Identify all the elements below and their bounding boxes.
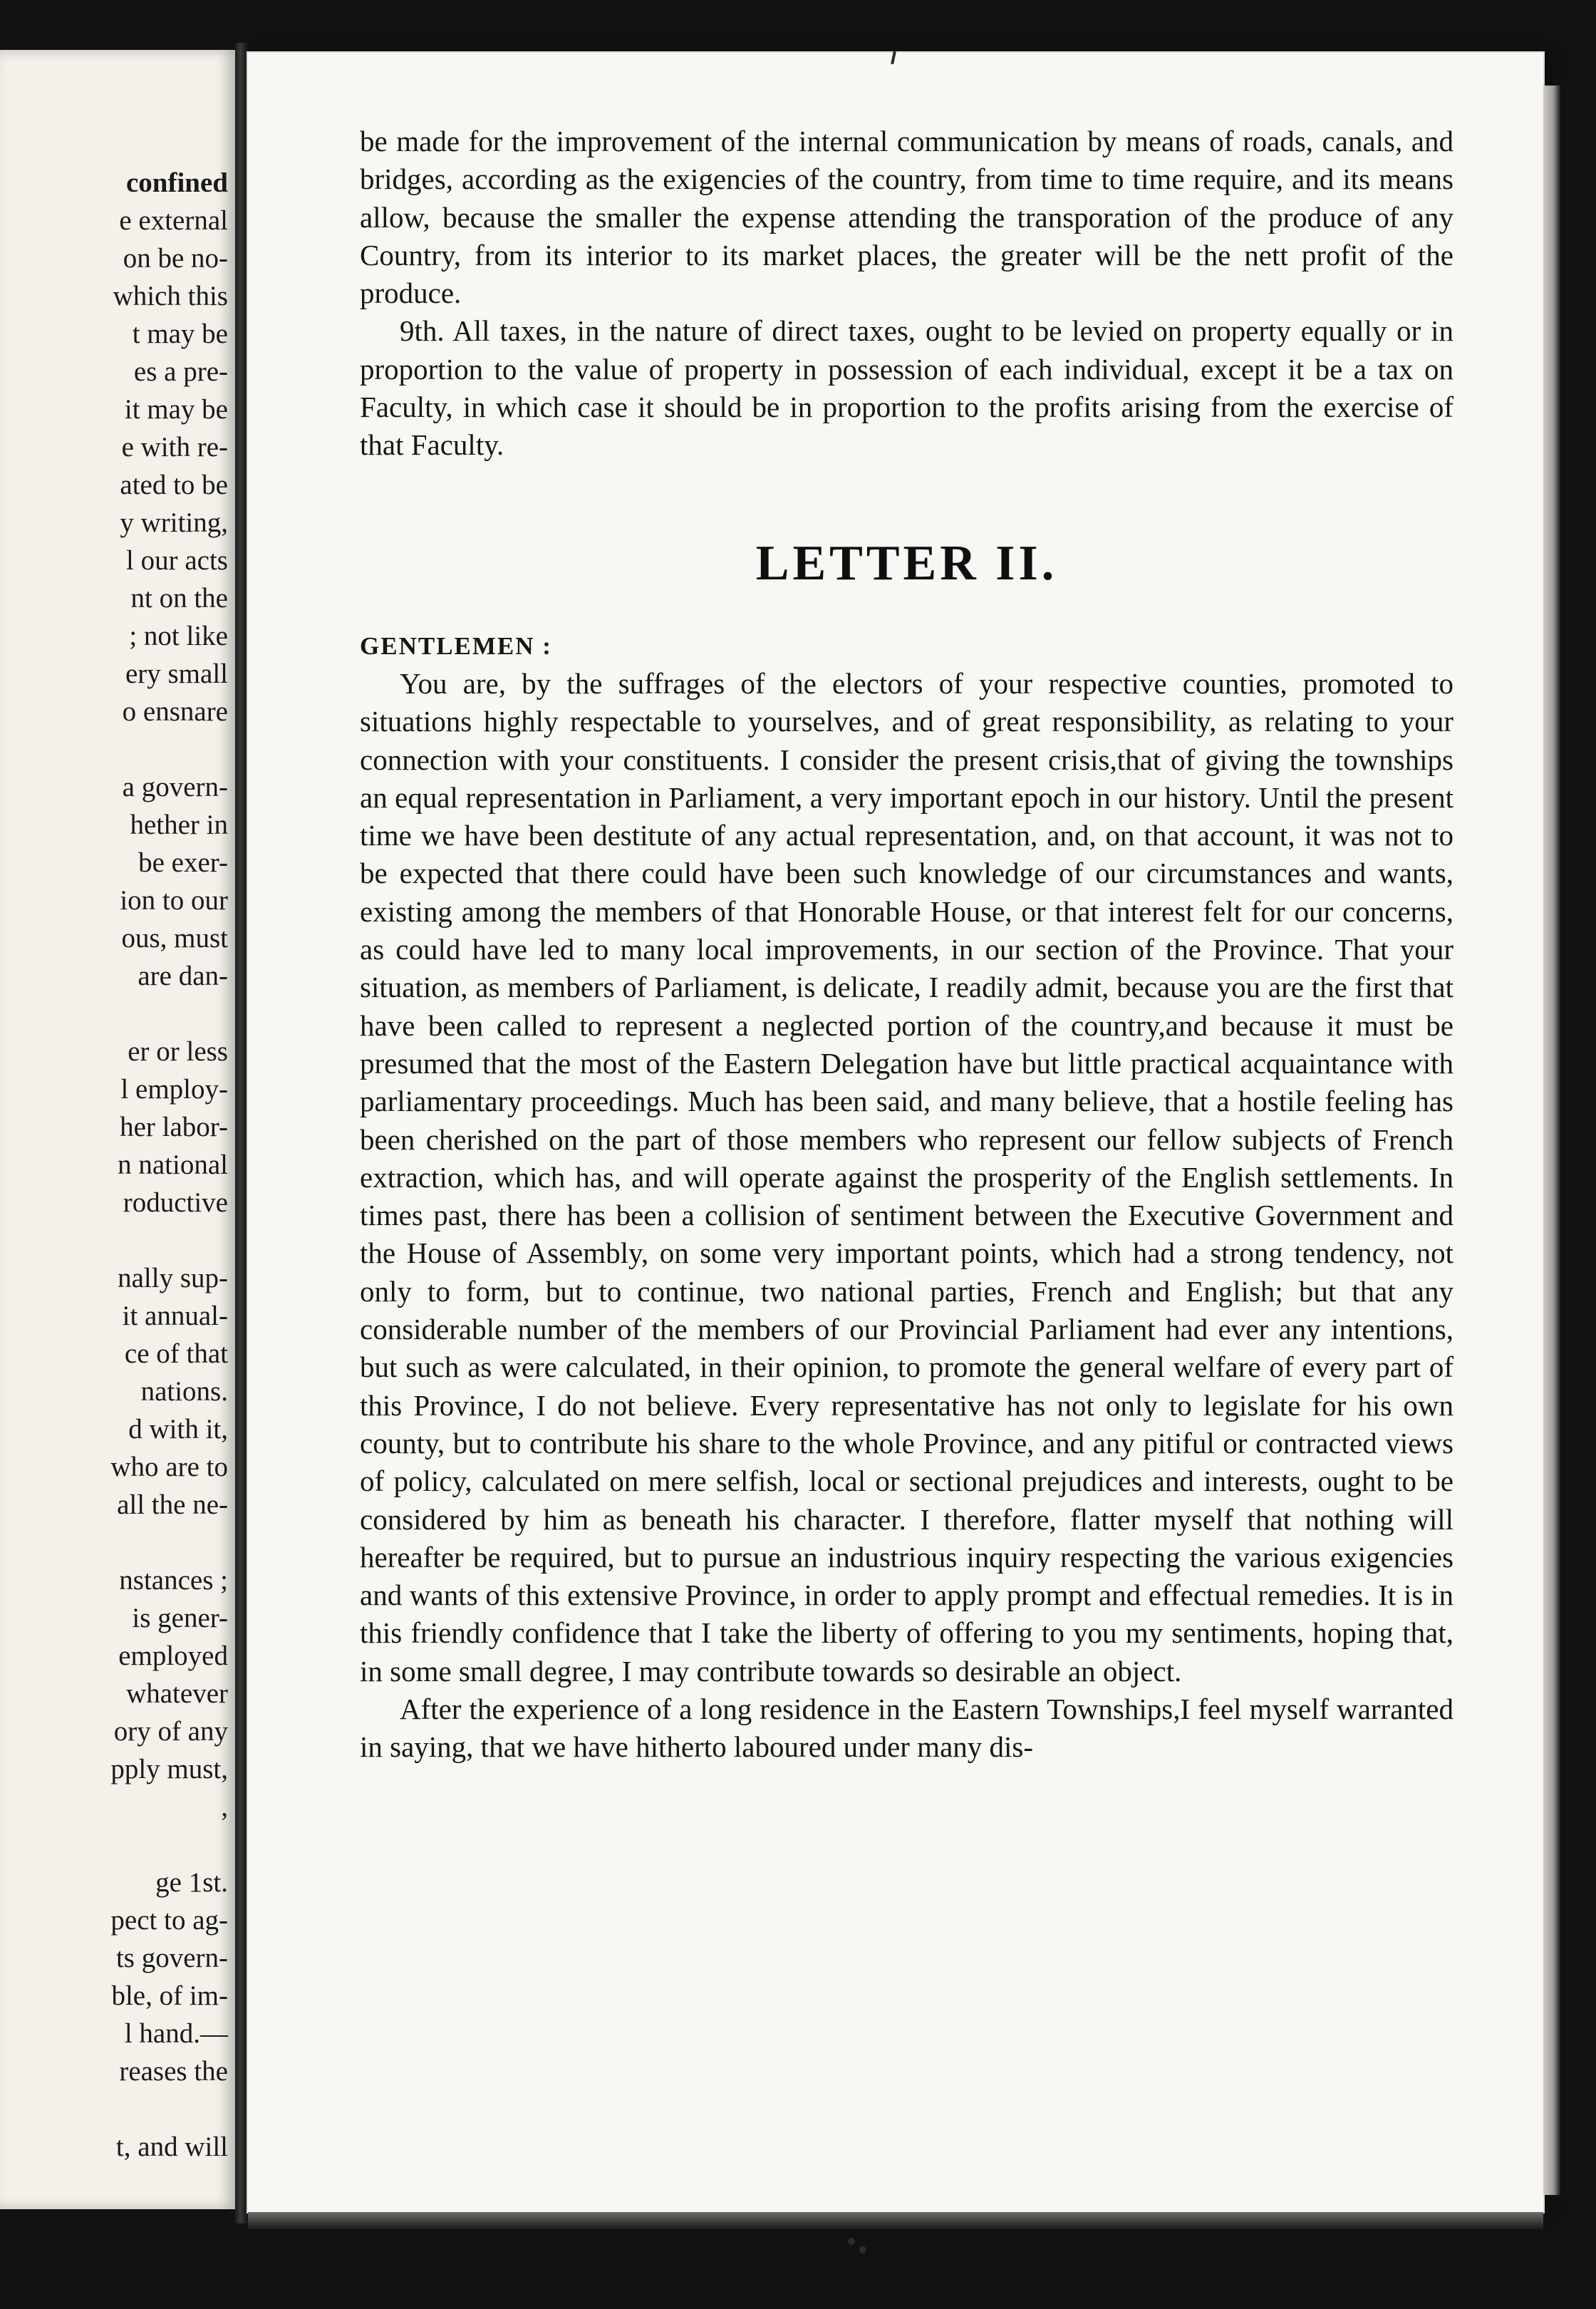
letter-paragraph-1: You are, by the suffrages of the electors of your respective counties, promoted to situations highly respectable to yourselves, and of great responsibility, as relating to your connection with your constituents. I consider the present crisis,that of giving the townships an equal representation in Parliament, a very important epoch in our history. Until the present time we have been destitute of any actual representation, and, on that account, it was not to be expected that there could have been such knowledge of our circumstances and wants, existing among the members of that Honorable House, or that interest felt for our concerns, as could have led to many local improvements, in our section of the Province. That your situation, as members of Parliament, is delicate, I readily admit, because you are the first that have been called to represent a neglected portion of the country,and because it must be presumed that the most of the Eastern Delegation have but little practical acquaintance with parliamentary proceedings. Much has been said, and many believe, that a hostile feeling has been cherished on the part of those members who represent our fellow subjects of French extraction, which has, and will operate against the prosperity of the English settlements. In times past, there has been a collision of sentiment between the Executive Government and the House of Assembly, on some very important points, which had a strong tendency, not only to form, but to continue, two national parties, French and English; but that any considerable number of the members of our Provincial Parliament had ever any intentions, but such as were calculated, in their opinion, to promote the general welfare of every part of this Province, I do not believe. Every representative has not only to legislate for his own county, but to contribute his share to the whole Province, and any pitiful or contracted views of policy, calculated on mere selfish, local or sectional prejudices and interests, ought to be considered by him as beneath his character. I therefore, flatter myself that nothing will hereafter be required, but to pursue an industrious inquiry respecting the various exigencies and wants of this extensive Province, in order to apply prompt and effectual remedies. It is in this friendly confidence that I take the liberty of offering to you my sentiments, hoping that, in some small degree, I may contribute towards so desirable an object.: [360, 666, 1454, 1688]
right-page-text: [360, 123, 1454, 1767]
page-edge: [1543, 86, 1560, 2195]
letter-heading: LETTER II.: [755, 535, 1058, 591]
left-page-line: it annual-: [122, 1301, 228, 1331]
left-page-line: ,: [221, 1792, 228, 1822]
ink-speck: [859, 2246, 866, 2253]
left-page-line: [110, 1221, 228, 1259]
left-page-line: all the ne-: [117, 1489, 228, 1520]
left-page-line: e external: [119, 205, 228, 236]
left-page-line: on be no-: [123, 243, 228, 274]
book-gutter: [235, 43, 248, 2223]
left-page-line: a govern-: [122, 772, 228, 802]
left-page-line: it may be: [124, 394, 228, 425]
ink-speck: [848, 2238, 855, 2245]
left-page-line: [110, 1826, 228, 1864]
left-page-line: employed: [118, 1641, 228, 1671]
left-page-line: ble, of im-: [111, 1980, 228, 2011]
left-page-line: ery small: [125, 658, 228, 689]
left-page-line: ion to our: [120, 885, 228, 916]
left-page-line: is gener-: [132, 1603, 228, 1633]
left-page-line: y writing,: [120, 507, 228, 538]
paragraph-8th-continued: be made for the improvement of the internal communication by means of roads, canals, and bridges, according as the exigencies of the country, from time to time require, and its means allow, because the smaller the expense attending the transporation of the produce of any Country, from its interior to its market places, the greater will be the nett profit of the produce.: [360, 125, 1454, 310]
left-page-line: be exer-: [138, 847, 228, 878]
left-page-line: [110, 730, 228, 768]
left-page-line: confined: [125, 167, 228, 198]
left-page-line: [110, 2090, 228, 2128]
left-page-line: roductive: [123, 1187, 228, 1218]
left-page-line: l hand.—: [124, 2018, 228, 2049]
letter-paragraph-2: After the experience of a long residence in the Eastern Townships,I feel myself warranted in saying, that we have hitherto laboured under many dis-: [360, 1692, 1454, 1764]
left-page-line: ts govern-: [115, 1943, 228, 1973]
page-bottom-shadow: [248, 2212, 1543, 2229]
left-page-line: e with re-: [121, 432, 228, 463]
left-page-line: nally sup-: [118, 1263, 228, 1293]
left-page-line: ated to be: [120, 470, 228, 500]
left-page-text-column: [110, 164, 228, 2166]
left-page-line: nstances ;: [119, 1565, 228, 1596]
left-page-line: l our acts: [126, 545, 228, 576]
left-page-line: nations.: [140, 1376, 228, 1407]
left-page-line: who are to: [110, 1452, 228, 1482]
left-page-line: whatever: [126, 1678, 228, 1709]
left-page-line: [110, 1524, 228, 1561]
left-page-line: are dan-: [138, 961, 228, 991]
left-page-line: o ensnare: [122, 696, 228, 727]
left-page-line: her labor-: [120, 1112, 228, 1142]
left-page-line: ce of that: [124, 1338, 228, 1369]
left-page-line: reases the: [119, 2056, 228, 2087]
paragraph-9th: 9th. All taxes, in the nature of direct taxes, ought to be levied on property equally or in proportion to the value of property in possession of each individual, except it be a tax on Faculty, in which case it should be in proportion to the profits arising from the exercise of that Faculty.: [360, 314, 1454, 462]
left-page-line: l employ-: [120, 1074, 228, 1105]
left-page-line: nt on the: [130, 583, 228, 614]
salutation: GENTLEMEN :: [360, 631, 552, 660]
left-page-line: er or less: [128, 1036, 228, 1067]
left-page-line: hether in: [130, 810, 228, 840]
left-page-line: pect to ag-: [110, 1905, 228, 1936]
left-page-line: es a pre-: [133, 356, 228, 387]
left-page-line: pply must,: [110, 1754, 228, 1784]
left-page-line: [110, 995, 228, 1033]
left-page-line: ory of any: [113, 1716, 228, 1747]
left-page: [0, 50, 235, 2209]
left-page-line: n national: [118, 1150, 228, 1180]
left-page-line: which this: [113, 281, 228, 311]
left-page-line: t, and will: [115, 2132, 228, 2162]
left-page-line: ; not like: [129, 621, 228, 651]
left-page-line: ous, must: [121, 923, 228, 954]
left-page-line: t may be: [132, 319, 228, 349]
left-page-line: d with it,: [128, 1414, 228, 1445]
left-page-line: ge 1st.: [155, 1867, 228, 1898]
